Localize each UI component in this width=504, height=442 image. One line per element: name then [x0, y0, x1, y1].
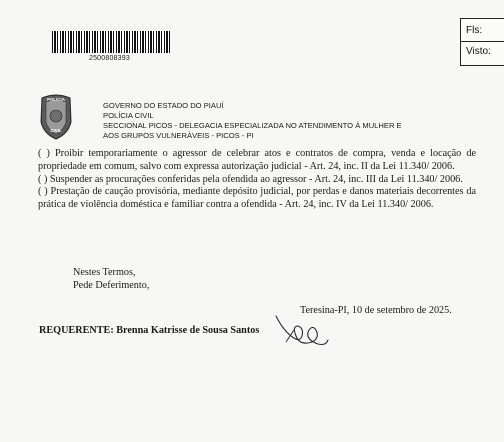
- header-line-government: GOVERNO DO ESTADO DO PIAUÍ: [103, 101, 224, 110]
- folio-stamp-box: [460, 18, 504, 66]
- visto-label: Visto:: [466, 46, 491, 57]
- badge-text-bottom: CIVIL: [50, 128, 62, 133]
- closing-block: [73, 266, 149, 292]
- closing-line-request: Pede Deferimento,: [73, 280, 150, 291]
- request-items: [38, 148, 476, 212]
- document-header: [103, 101, 402, 141]
- fls-label: Fls:: [466, 25, 483, 36]
- header-line-seccional: SECCIONAL PICOS - DELEGACIA ESPECIALIZADA NO ATENDIMENTO À MULHER E: [103, 121, 402, 130]
- badge-text-top: POLÍCIA: [47, 97, 65, 102]
- closing-line-terms: Nestes Termos,: [73, 267, 136, 278]
- barcode-number: 2500808393: [89, 55, 130, 62]
- request-item: ( ) Suspender as procurações conferidas pela ofendida ao agressor - Art. 24, inc. III da Lei 11.340/ 2006.: [38, 173, 463, 185]
- header-line-police: POLÍCIA CIVIL: [103, 111, 154, 120]
- place-date: Teresina-PI, 10 de setembro de 2025.: [300, 305, 452, 316]
- request-item: ( ) Proibir temporariamente o agressor de celebrar atos e contratos de compra, venda e locação de propriedade em comum, salvo com expressa autorização judicial - Art. 24, inc. II da Lei 11.340/ 2006.: [38, 148, 476, 172]
- requester-name: REQUERENTE: Brenna Katrisse de Sousa Santos: [39, 325, 260, 336]
- barcode: [52, 31, 170, 53]
- police-badge-icon: [38, 92, 74, 140]
- stamp-divider: [461, 41, 504, 42]
- header-line-groups: AOS GRUPOS VULNERÁVEIS - PICOS - PI: [103, 131, 254, 140]
- request-item: ( ) Prestação de caução provisória, mediante depósito judicial, por perdas e danos materiais decorrentes da prática de violência doméstica e familiar contra a ofendida - Art. 24, inc. IV da Lei 11.340/ 2006.: [38, 186, 476, 211]
- handwritten-signature: [272, 312, 330, 352]
